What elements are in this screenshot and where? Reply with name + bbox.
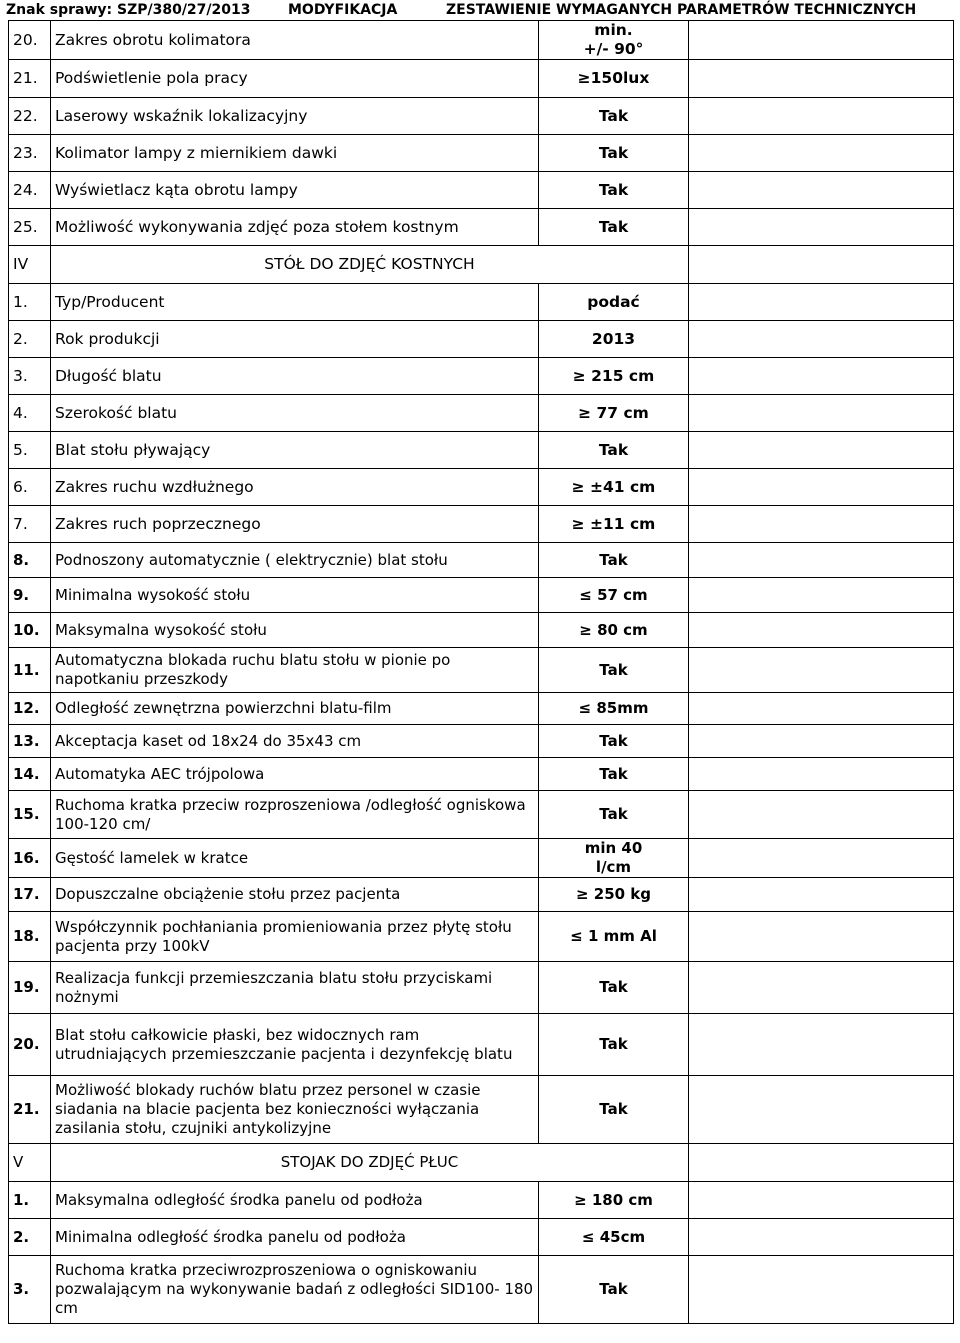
spec-table-body (9, 21, 954, 1324)
row-number: 1. (9, 284, 51, 321)
row-value: Tak (539, 1076, 689, 1144)
table-row (9, 543, 954, 578)
row-number: 16. (9, 839, 51, 878)
row-value: Tak (539, 1014, 689, 1076)
row-description: Odległość zewnętrzna powierzchni blatu-film (51, 693, 539, 725)
row-offer-cell (689, 395, 954, 432)
table-row (9, 60, 954, 98)
table-row (9, 839, 954, 878)
table-row (9, 613, 954, 648)
row-value: min 40 l/cm (539, 839, 689, 878)
row-description: Ruchoma kratka przeciwrozproszeniowa o ogniskowaniu pozwalającym na wykonywanie badań z odległości SID100- 180 cm (51, 1256, 539, 1324)
row-number: 3. (9, 1256, 51, 1324)
row-value: Tak (539, 543, 689, 578)
row-number: 19. (9, 962, 51, 1014)
row-value: Tak (539, 962, 689, 1014)
row-value: Tak (539, 725, 689, 758)
table-row (9, 209, 954, 246)
row-offer-cell (689, 98, 954, 135)
row-number: 3. (9, 358, 51, 395)
row-offer-cell (689, 543, 954, 578)
row-offer-cell (689, 648, 954, 693)
row-offer-cell (689, 358, 954, 395)
page-header (0, 0, 960, 20)
row-offer-cell (689, 1144, 954, 1182)
row-value: ≥ 215 cm (539, 358, 689, 395)
row-value: ≥ 77 cm (539, 395, 689, 432)
row-offer-cell (689, 469, 954, 506)
table-row (9, 1182, 954, 1219)
row-offer-cell (689, 613, 954, 648)
row-description: Wyświetlacz kąta obrotu lampy (51, 172, 539, 209)
row-value: Tak (539, 432, 689, 469)
row-value: min. +/- 90° (539, 21, 689, 60)
row-value: Tak (539, 135, 689, 172)
row-offer-cell (689, 21, 954, 60)
row-number: 23. (9, 135, 51, 172)
row-number: 11. (9, 648, 51, 693)
row-number: 22. (9, 98, 51, 135)
row-value: Tak (539, 172, 689, 209)
row-number: 17. (9, 878, 51, 912)
row-offer-cell (689, 321, 954, 358)
row-value: ≤ 45cm (539, 1219, 689, 1256)
row-offer-cell (689, 1219, 954, 1256)
row-offer-cell (689, 209, 954, 246)
row-offer-cell (689, 1256, 954, 1324)
row-number: 13. (9, 725, 51, 758)
row-description: Zakres obrotu kolimatora (51, 21, 539, 60)
table-row (9, 962, 954, 1014)
table-row (9, 469, 954, 506)
table-row (9, 648, 954, 693)
row-offer-cell (689, 1076, 954, 1144)
table-row (9, 912, 954, 962)
table-row (9, 693, 954, 725)
table-row (9, 878, 954, 912)
row-description: Podnoszony automatycznie ( elektrycznie) blat stołu (51, 543, 539, 578)
row-description: Podświetlenie pola pracy (51, 60, 539, 98)
row-offer-cell (689, 962, 954, 1014)
table-row (9, 791, 954, 839)
section-title: STÓŁ DO ZDJĘĆ KOSTNYCH (51, 246, 689, 284)
table-row (9, 506, 954, 543)
table-row (9, 1014, 954, 1076)
row-offer-cell (689, 725, 954, 758)
table-row (9, 1076, 954, 1144)
row-description: Automatyczna blokada ruchu blatu stołu w pionie po napotkaniu przeszkody (51, 648, 539, 693)
row-offer-cell (689, 578, 954, 613)
row-number: 18. (9, 912, 51, 962)
row-description: Gęstość lamelek w kratce (51, 839, 539, 878)
table-row (9, 358, 954, 395)
table-row (9, 284, 954, 321)
row-description: Możliwość wykonywania zdjęć poza stołem kostnym (51, 209, 539, 246)
case-number: Znak sprawy: SZP/380/27/2013 (6, 2, 251, 18)
row-number: 21. (9, 1076, 51, 1144)
row-value: ≤ 1 mm Al (539, 912, 689, 962)
section-title: STOJAK DO ZDJĘĆ PŁUC (51, 1144, 689, 1182)
row-number: 20. (9, 1014, 51, 1076)
row-value: ≥150lux (539, 60, 689, 98)
row-offer-cell (689, 912, 954, 962)
row-offer-cell (689, 693, 954, 725)
row-description: Akceptacja kaset od 18x24 do 35x43 cm (51, 725, 539, 758)
row-description: Dopuszczalne obciążenie stołu przez pacjenta (51, 878, 539, 912)
row-offer-cell (689, 60, 954, 98)
row-offer-cell (689, 506, 954, 543)
row-offer-cell (689, 758, 954, 791)
row-description: Zakres ruchu wzdłużnego (51, 469, 539, 506)
table-row (9, 758, 954, 791)
row-value: Tak (539, 209, 689, 246)
table-row (9, 172, 954, 209)
table-row (9, 321, 954, 358)
table-row (9, 432, 954, 469)
row-value: ≥ 180 cm (539, 1182, 689, 1219)
row-number: 7. (9, 506, 51, 543)
row-number: 21. (9, 60, 51, 98)
row-value: ≥ ±11 cm (539, 506, 689, 543)
row-description: Blat stołu pływający (51, 432, 539, 469)
row-value: podać (539, 284, 689, 321)
row-description: Laserowy wskaźnik lokalizacyjny (51, 98, 539, 135)
row-offer-cell (689, 878, 954, 912)
row-number: 9. (9, 578, 51, 613)
row-value: ≤ 85mm (539, 693, 689, 725)
row-description: Zakres ruch poprzecznego (51, 506, 539, 543)
row-offer-cell (689, 1182, 954, 1219)
row-number: 20. (9, 21, 51, 60)
row-description: Typ/Producent (51, 284, 539, 321)
row-value: ≥ 80 cm (539, 613, 689, 648)
row-description: Minimalna wysokość stołu (51, 578, 539, 613)
row-description: Maksymalna wysokość stołu (51, 613, 539, 648)
table-row (9, 1256, 954, 1324)
row-value: ≥ 250 kg (539, 878, 689, 912)
row-value: ≥ ±41 cm (539, 469, 689, 506)
row-description: Możliwość blokady ruchów blatu przez personel w czasie siadania na blacie pacjenta bez konieczności wyłączania zasilania stołu, czujniki antykolizyjne (51, 1076, 539, 1144)
row-number: 2. (9, 1219, 51, 1256)
table-row (9, 98, 954, 135)
row-number: 12. (9, 693, 51, 725)
modification-label: MODYFIKACJA (288, 2, 398, 18)
row-description: Kolimator lampy z miernikiem dawki (51, 135, 539, 172)
table-row (9, 1219, 954, 1256)
row-number: 8. (9, 543, 51, 578)
row-offer-cell (689, 839, 954, 878)
row-description: Rok produkcji (51, 321, 539, 358)
section-number: IV (9, 246, 51, 284)
row-number: 4. (9, 395, 51, 432)
row-value: Tak (539, 758, 689, 791)
row-description: Blat stołu całkowicie płaski, bez widocznych ram utrudniających przemieszczanie pacjenta i dezynfekcję blatu (51, 1014, 539, 1076)
row-offer-cell (689, 135, 954, 172)
row-number: 24. (9, 172, 51, 209)
table-row (9, 135, 954, 172)
row-offer-cell (689, 432, 954, 469)
row-description: Długość blatu (51, 358, 539, 395)
row-value: Tak (539, 1256, 689, 1324)
table-row (9, 725, 954, 758)
row-number: 10. (9, 613, 51, 648)
row-offer-cell (689, 246, 954, 284)
row-offer-cell (689, 172, 954, 209)
row-offer-cell (689, 1014, 954, 1076)
row-description: Ruchoma kratka przeciw rozproszeniowa /odległość ogniskowa 100-120 cm/ (51, 791, 539, 839)
row-description: Minimalna odległość środka panelu od podłoża (51, 1219, 539, 1256)
spec-table (8, 20, 954, 1324)
row-description: Realizacja funkcji przemieszczania blatu stołu przyciskami nożnymi (51, 962, 539, 1014)
row-number: 2. (9, 321, 51, 358)
row-value: Tak (539, 791, 689, 839)
row-description: Automatyka AEC trójpolowa (51, 758, 539, 791)
row-description: Szerokość blatu (51, 395, 539, 432)
row-number: 1. (9, 1182, 51, 1219)
section-number: V (9, 1144, 51, 1182)
row-number: 6. (9, 469, 51, 506)
row-description: Maksymalna odległość środka panelu od podłoża (51, 1182, 539, 1219)
row-number: 14. (9, 758, 51, 791)
table-row (9, 578, 954, 613)
row-offer-cell (689, 791, 954, 839)
row-number: 15. (9, 791, 51, 839)
row-value: ≤ 57 cm (539, 578, 689, 613)
section-row (9, 1144, 954, 1182)
row-value: 2013 (539, 321, 689, 358)
table-row (9, 21, 954, 60)
table-row (9, 395, 954, 432)
row-offer-cell (689, 284, 954, 321)
row-value: Tak (539, 98, 689, 135)
row-description: Współczynnik pochłaniania promieniowania przez płytę stołu pacjenta przy 100kV (51, 912, 539, 962)
row-number: 5. (9, 432, 51, 469)
document-title: ZESTAWIENIE WYMAGANYCH PARAMETRÓW TECHNICZNYCH (446, 2, 917, 18)
section-row (9, 246, 954, 284)
row-value: Tak (539, 648, 689, 693)
row-number: 25. (9, 209, 51, 246)
